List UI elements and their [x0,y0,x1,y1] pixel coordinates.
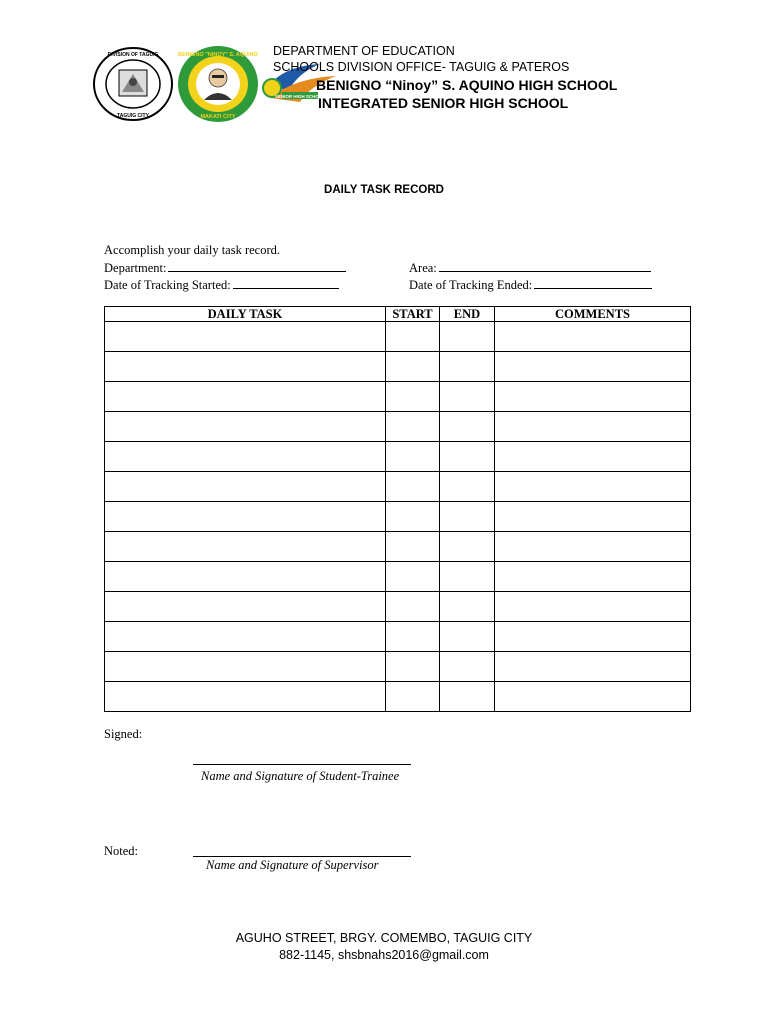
end-cell[interactable] [440,532,495,562]
table-row [105,322,691,352]
area-blank[interactable] [439,260,651,272]
task-cell[interactable] [105,412,386,442]
end-cell[interactable] [440,502,495,532]
end-cell[interactable] [440,562,495,592]
table-row [105,442,691,472]
division-seal-logo [92,46,174,122]
task-cell[interactable] [105,472,386,502]
start-cell[interactable] [386,622,440,652]
table-row [105,562,691,592]
table-row [105,502,691,532]
table-row [105,382,691,412]
end-cell[interactable] [440,622,495,652]
footer-address: AGUHO STREET, BRGY. COMEMBO, TAGUIG CITY [235,931,533,945]
start-cell[interactable] [386,592,440,622]
end-cell[interactable] [440,412,495,442]
date-started-label: Date of Tracking Started: [104,278,231,292]
svg-text:DIVISION OF TAGUIG: DIVISION OF TAGUIG [107,52,159,58]
start-cell[interactable] [386,382,440,412]
table-row [105,592,691,622]
comments-cell[interactable] [495,652,691,682]
column-header-comments: COMMENTS [495,307,691,322]
table-row [105,652,691,682]
comments-cell[interactable] [495,382,691,412]
header-division-office: SCHOOLS DIVISION OFFICE- TAGUIG & PATEROS [273,60,570,74]
task-cell[interactable] [105,682,386,712]
end-cell[interactable] [440,592,495,622]
comments-cell[interactable] [495,352,691,382]
comments-cell[interactable] [495,562,691,592]
table-row [105,352,691,382]
svg-text:MAKATI CITY: MAKATI CITY [200,114,236,120]
supervisor-signature-line[interactable] [193,856,411,857]
table-row [105,412,691,442]
start-cell[interactable] [386,412,440,442]
trainee-signature-caption: Name and Signature of Student-Trainee [201,769,400,783]
end-cell[interactable] [440,322,495,352]
task-cell[interactable] [105,562,386,592]
column-header-start: START [386,307,440,322]
department-label: Department: [104,261,167,275]
start-cell[interactable] [386,472,440,502]
task-cell[interactable] [105,382,386,412]
svg-text:BENIGNO "NINOY" S. AQUINO: BENIGNO "NINOY" S. AQUINO [178,52,258,58]
table-row [105,532,691,562]
column-header-end: END [440,307,495,322]
page-title: DAILY TASK RECORD [324,184,444,196]
comments-cell[interactable] [495,502,691,532]
start-cell[interactable] [386,322,440,352]
comments-cell[interactable] [495,682,691,712]
comments-cell[interactable] [495,322,691,352]
signed-label: Signed: [104,727,143,741]
start-cell[interactable] [386,442,440,472]
task-cell[interactable] [105,622,386,652]
start-cell[interactable] [386,682,440,712]
end-cell[interactable] [440,472,495,502]
table-header-row [105,307,691,322]
table-row [105,472,691,502]
task-cell[interactable] [105,652,386,682]
start-cell[interactable] [386,652,440,682]
daily-task-table [104,306,691,712]
end-cell[interactable] [440,652,495,682]
svg-text:TAGUIG CITY: TAGUIG CITY [117,113,149,119]
comments-cell[interactable] [495,622,691,652]
svg-text:SENIOR HIGH SCHOOL: SENIOR HIGH SCHOOL [274,94,326,99]
task-cell[interactable] [105,592,386,622]
date-started-blank[interactable] [233,277,339,289]
task-cell[interactable] [105,442,386,472]
school-seal-logo [176,44,260,124]
department-blank[interactable] [168,260,346,272]
date-started-field[interactable] [104,277,339,293]
trainee-signature-line[interactable] [193,764,411,765]
date-ended-field[interactable] [409,277,652,293]
end-cell[interactable] [440,442,495,472]
header-school-subtitle: INTEGRATED SENIOR HIGH SCHOOL [318,95,569,111]
task-cell[interactable] [105,322,386,352]
comments-cell[interactable] [495,592,691,622]
end-cell[interactable] [440,352,495,382]
end-cell[interactable] [440,382,495,412]
start-cell[interactable] [386,532,440,562]
supervisor-signature-caption: Name and Signature of Supervisor [206,858,379,872]
column-header-daily-task: DAILY TASK [105,307,386,322]
task-cell[interactable] [105,352,386,382]
table-row [105,682,691,712]
start-cell[interactable] [386,352,440,382]
date-ended-blank[interactable] [534,277,652,289]
date-ended-label: Date of Tracking Ended: [409,278,533,292]
task-cell[interactable] [105,502,386,532]
start-cell[interactable] [386,562,440,592]
area-label: Area: [409,261,437,275]
footer-contact: 882-1145, shsbnahs2016@gmail.com [279,948,489,962]
instruction-text: Accomplish your daily task record. [104,243,280,257]
table-row [105,622,691,652]
end-cell[interactable] [440,682,495,712]
noted-label: Noted: [104,844,139,858]
department-field[interactable] [104,260,346,276]
comments-cell[interactable] [495,472,691,502]
area-field[interactable] [409,260,651,276]
task-cell[interactable] [105,532,386,562]
comments-cell[interactable] [495,532,691,562]
header-school-name: BENIGNO “Ninoy” S. AQUINO HIGH SCHOOL [316,77,618,93]
comments-cell[interactable] [495,442,691,472]
header-department: DEPARTMENT OF EDUCATION [273,44,455,58]
comments-cell[interactable] [495,412,691,442]
start-cell[interactable] [386,502,440,532]
